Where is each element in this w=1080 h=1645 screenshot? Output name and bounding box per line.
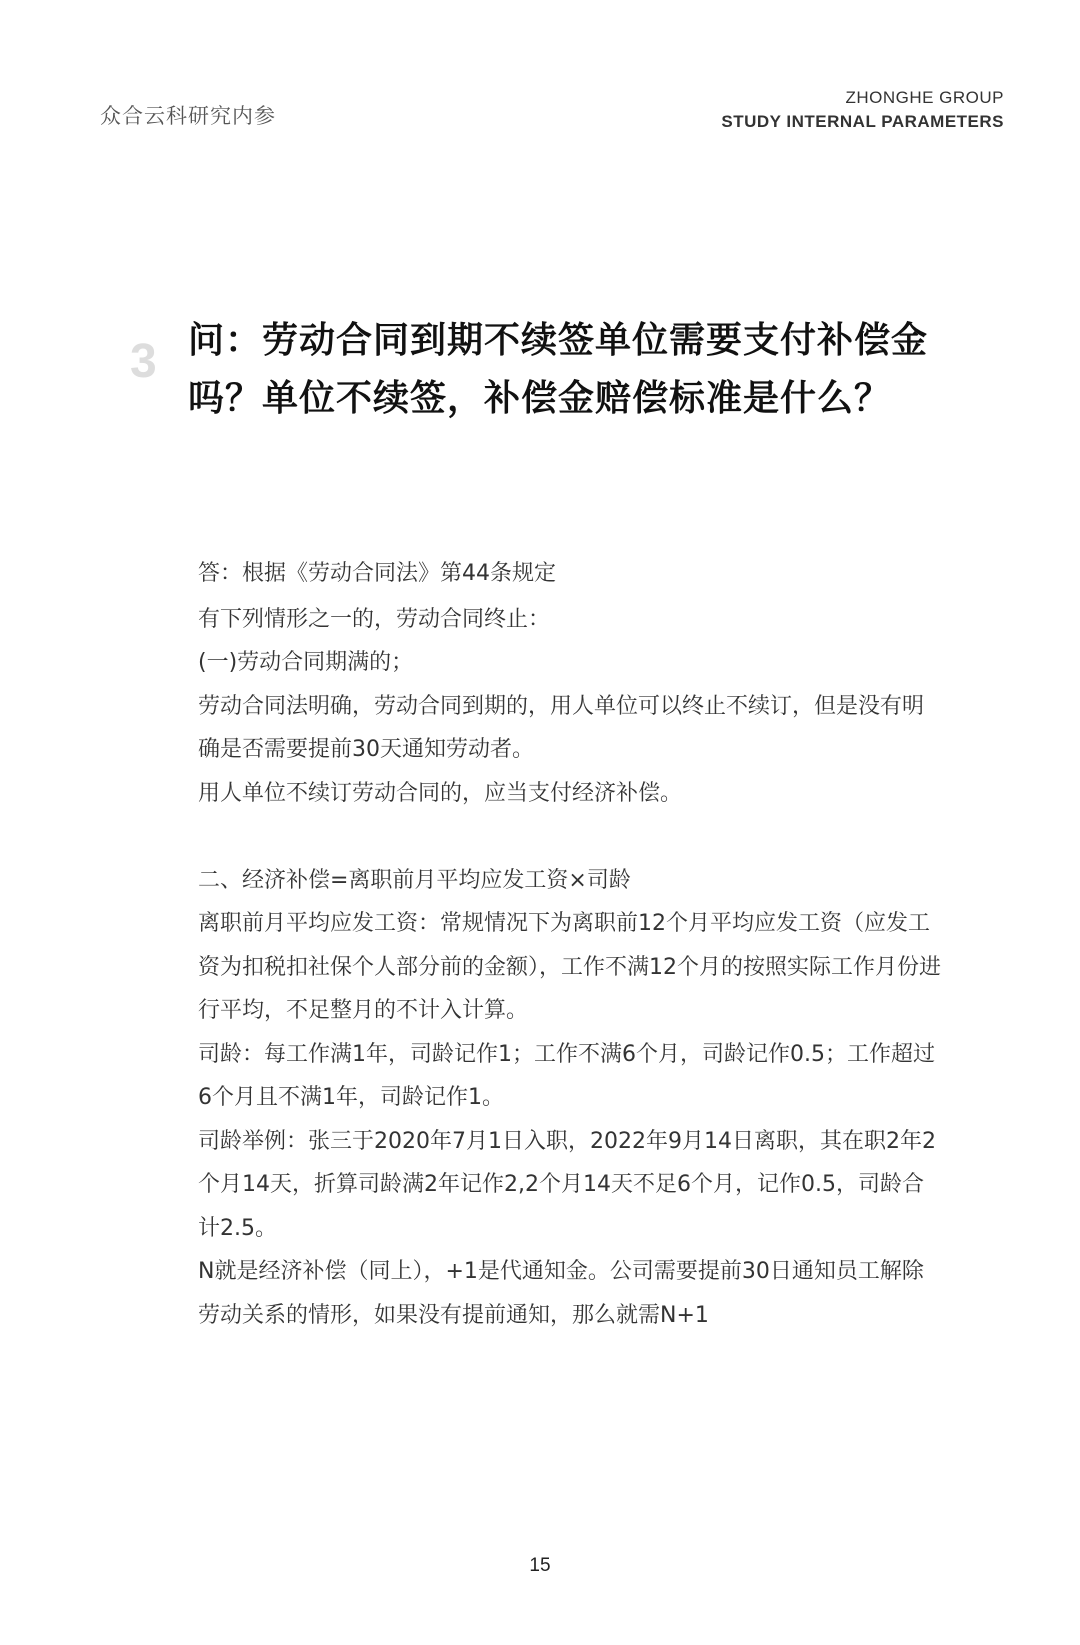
question-number: 3 [130,335,157,388]
paragraph-gap [198,815,943,859]
answer-paragraph: N就是经济补偿（同上），+1是代通知金。公司需要提前30日通知员工解除劳动关系的情形，如果没有提前通知，那么就需N+1 [198,1259,924,1328]
question-heading [188,312,968,428]
answer-paragraph: 离职前月平均应发工资：常规情况下为离职前12个月平均应发工资（应发工资为扣税扣社保个人部分前的金额），工作不满12个月的按照实际工作月份进行平均，不足整月的不计入计算。 [198,911,941,1023]
answer-paragraph: 司龄举例：张三于2020年7月1日入职，2022年9月14日离职，其在职2年2个月14天，折算司龄满2年记作2,2个月14天不足6个月，记作0.5，司龄合计2.5。 [198,1128,936,1241]
header-right-block [721,86,1004,134]
question-line-1: 问：劳动合同到期不续签单位需要支付补偿金 [188,320,929,361]
question-line-2: 吗？单位不续签，补偿金赔偿标准是什么？ [188,378,892,419]
brand-name: ZHONGHE GROUP [845,88,1004,107]
page-number: 15 [529,1555,551,1576]
answer-section-heading: 二、经济补偿=离职前月平均应发工资×司龄 [198,867,631,893]
answer-intro: 答：根据《劳动合同法》第44条规定 [198,561,556,586]
answer-paragraph: 用人单位不续订劳动合同的，应当支付经济补偿。 [198,780,683,806]
header-left-title: 众合云科研究内参 [100,104,276,128]
answer-paragraph: (一)劳动合同期满的； [198,650,414,675]
answer-paragraph: 有下列情形之一的，劳动合同终止： [198,606,551,632]
answer-paragraph: 司龄：每工作满1年，司龄记作1；工作不满6个月，司龄记作0.5；工作超过6个月且不满1年，司龄记作1。 [198,1041,935,1110]
answer-body [198,552,943,1337]
answer-paragraph: 劳动合同法明确，劳动合同到期的，用人单位可以终止不续订，但是没有明确是否需要提前30天通知劳动者。 [198,693,925,762]
brand-subtitle: STUDY INTERNAL PARAMETERS [721,112,1004,131]
